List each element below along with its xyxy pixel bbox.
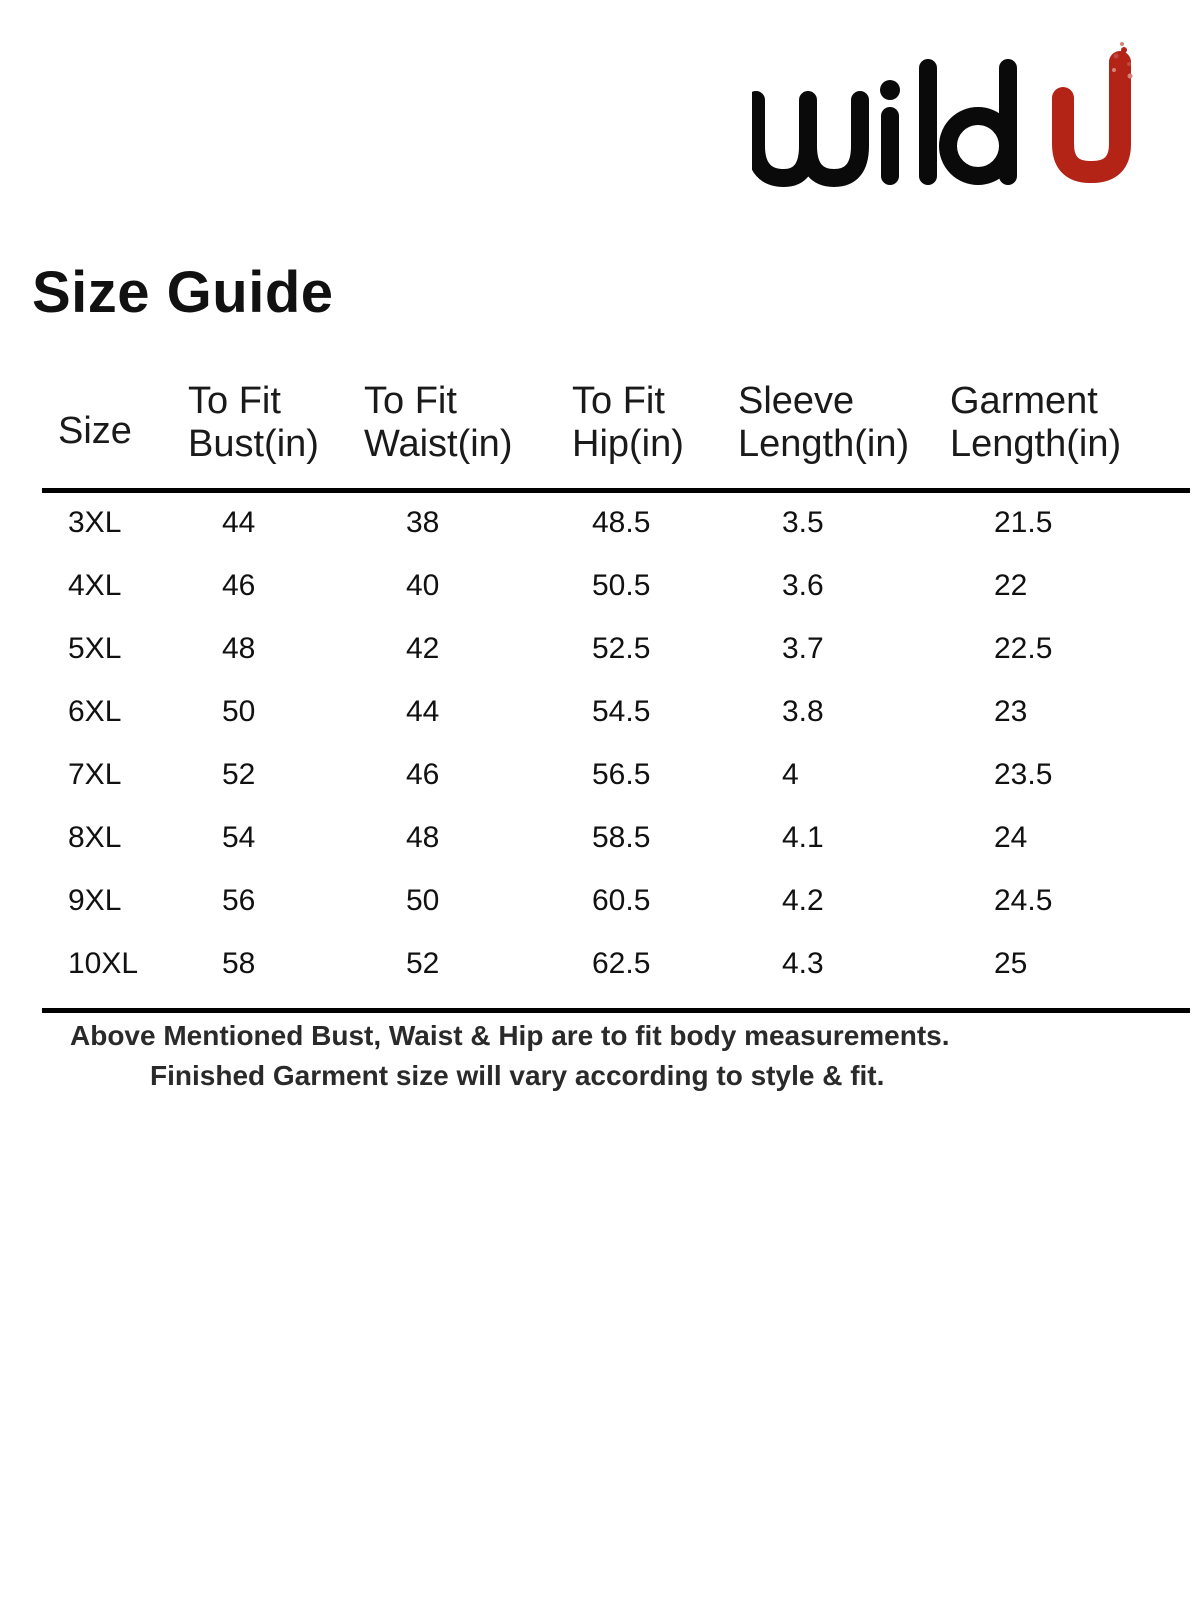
- cell-size: 10XL: [68, 947, 139, 980]
- header-garment-length: Garment Length(in): [950, 380, 1122, 465]
- cell-waist: 52: [406, 947, 440, 980]
- cell-garment-length: 22.5: [994, 632, 1053, 665]
- cell-sleeve-length: 3.8: [782, 695, 824, 728]
- cell-bust: 52: [222, 758, 256, 791]
- table-row: [42, 808, 1190, 872]
- footnote-line-2: Finished Garment size will vary according to style & fit.: [150, 1060, 885, 1091]
- cell-garment-length: 23.5: [994, 758, 1053, 791]
- cell-waist: 46: [406, 758, 440, 791]
- header-bust: To Fit Bust(in): [188, 380, 319, 465]
- table-row: [42, 619, 1190, 683]
- cell-size: 8XL: [68, 821, 122, 854]
- table-row: [42, 493, 1190, 557]
- cell-sleeve-length: 3.7: [782, 632, 824, 665]
- cell-waist: 40: [406, 569, 440, 602]
- footnote-line-1: Above Mentioned Bust, Waist & Hip are to fit body measurements.: [70, 1020, 950, 1051]
- cell-hip: 56.5: [592, 758, 651, 791]
- cell-bust: 46: [222, 569, 256, 602]
- table-row: [42, 871, 1190, 935]
- cell-bust: 44: [222, 506, 256, 539]
- cell-sleeve-length: 4.1: [782, 821, 824, 854]
- cell-bust: 54: [222, 821, 256, 854]
- cell-sleeve-length: 4.3: [782, 947, 824, 980]
- cell-waist: 38: [406, 506, 440, 539]
- cell-hip: 60.5: [592, 884, 651, 917]
- cell-garment-length: 25: [994, 947, 1028, 980]
- header-hip: To Fit Hip(in): [572, 380, 684, 465]
- cell-waist: 50: [406, 884, 440, 917]
- cell-hip: 62.5: [592, 947, 651, 980]
- cell-hip: 48.5: [592, 506, 651, 539]
- header-size: Size: [58, 410, 132, 452]
- cell-sleeve-length: 3.6: [782, 569, 824, 602]
- cell-garment-length: 22: [994, 569, 1028, 602]
- page-title: Size Guide: [32, 260, 334, 325]
- cell-waist: 48: [406, 821, 440, 854]
- cell-size: 3XL: [68, 506, 122, 539]
- table-row: [42, 745, 1190, 809]
- cell-waist: 42: [406, 632, 440, 665]
- cell-garment-length: 24.5: [994, 884, 1053, 917]
- cell-hip: 52.5: [592, 632, 651, 665]
- cell-size: 9XL: [68, 884, 122, 917]
- table-row: [42, 682, 1190, 746]
- cell-bust: 48: [222, 632, 256, 665]
- cell-bust: 56: [222, 884, 256, 917]
- size-guide-table: [42, 380, 1190, 1013]
- table-row: [42, 556, 1190, 620]
- table-header: [42, 380, 1190, 493]
- wild-u-logo-graphic: [752, 40, 1172, 200]
- table-row: [42, 934, 1190, 998]
- cell-garment-length: 24: [994, 821, 1028, 854]
- cell-bust: 50: [222, 695, 256, 728]
- table-body: [42, 493, 1190, 1013]
- cell-garment-length: 23: [994, 695, 1028, 728]
- cell-garment-length: 21.5: [994, 506, 1053, 539]
- cell-sleeve-length: 4.2: [782, 884, 824, 917]
- cell-size: 6XL: [68, 695, 122, 728]
- cell-size: 7XL: [68, 758, 122, 791]
- header-sleeve-length: Sleeve Length(in): [738, 380, 910, 465]
- cell-size: 4XL: [68, 569, 122, 602]
- footnote: [0, 1016, 1100, 1096]
- cell-sleeve-length: 4: [782, 758, 799, 791]
- cell-size: 5XL: [68, 632, 122, 665]
- cell-waist: 44: [406, 695, 440, 728]
- cell-hip: 54.5: [592, 695, 651, 728]
- cell-bust: 58: [222, 947, 256, 980]
- cell-hip: 58.5: [592, 821, 651, 854]
- brand-logo: [752, 40, 1172, 200]
- cell-hip: 50.5: [592, 569, 651, 602]
- cell-sleeve-length: 3.5: [782, 506, 824, 539]
- header-waist: To Fit Waist(in): [364, 380, 513, 465]
